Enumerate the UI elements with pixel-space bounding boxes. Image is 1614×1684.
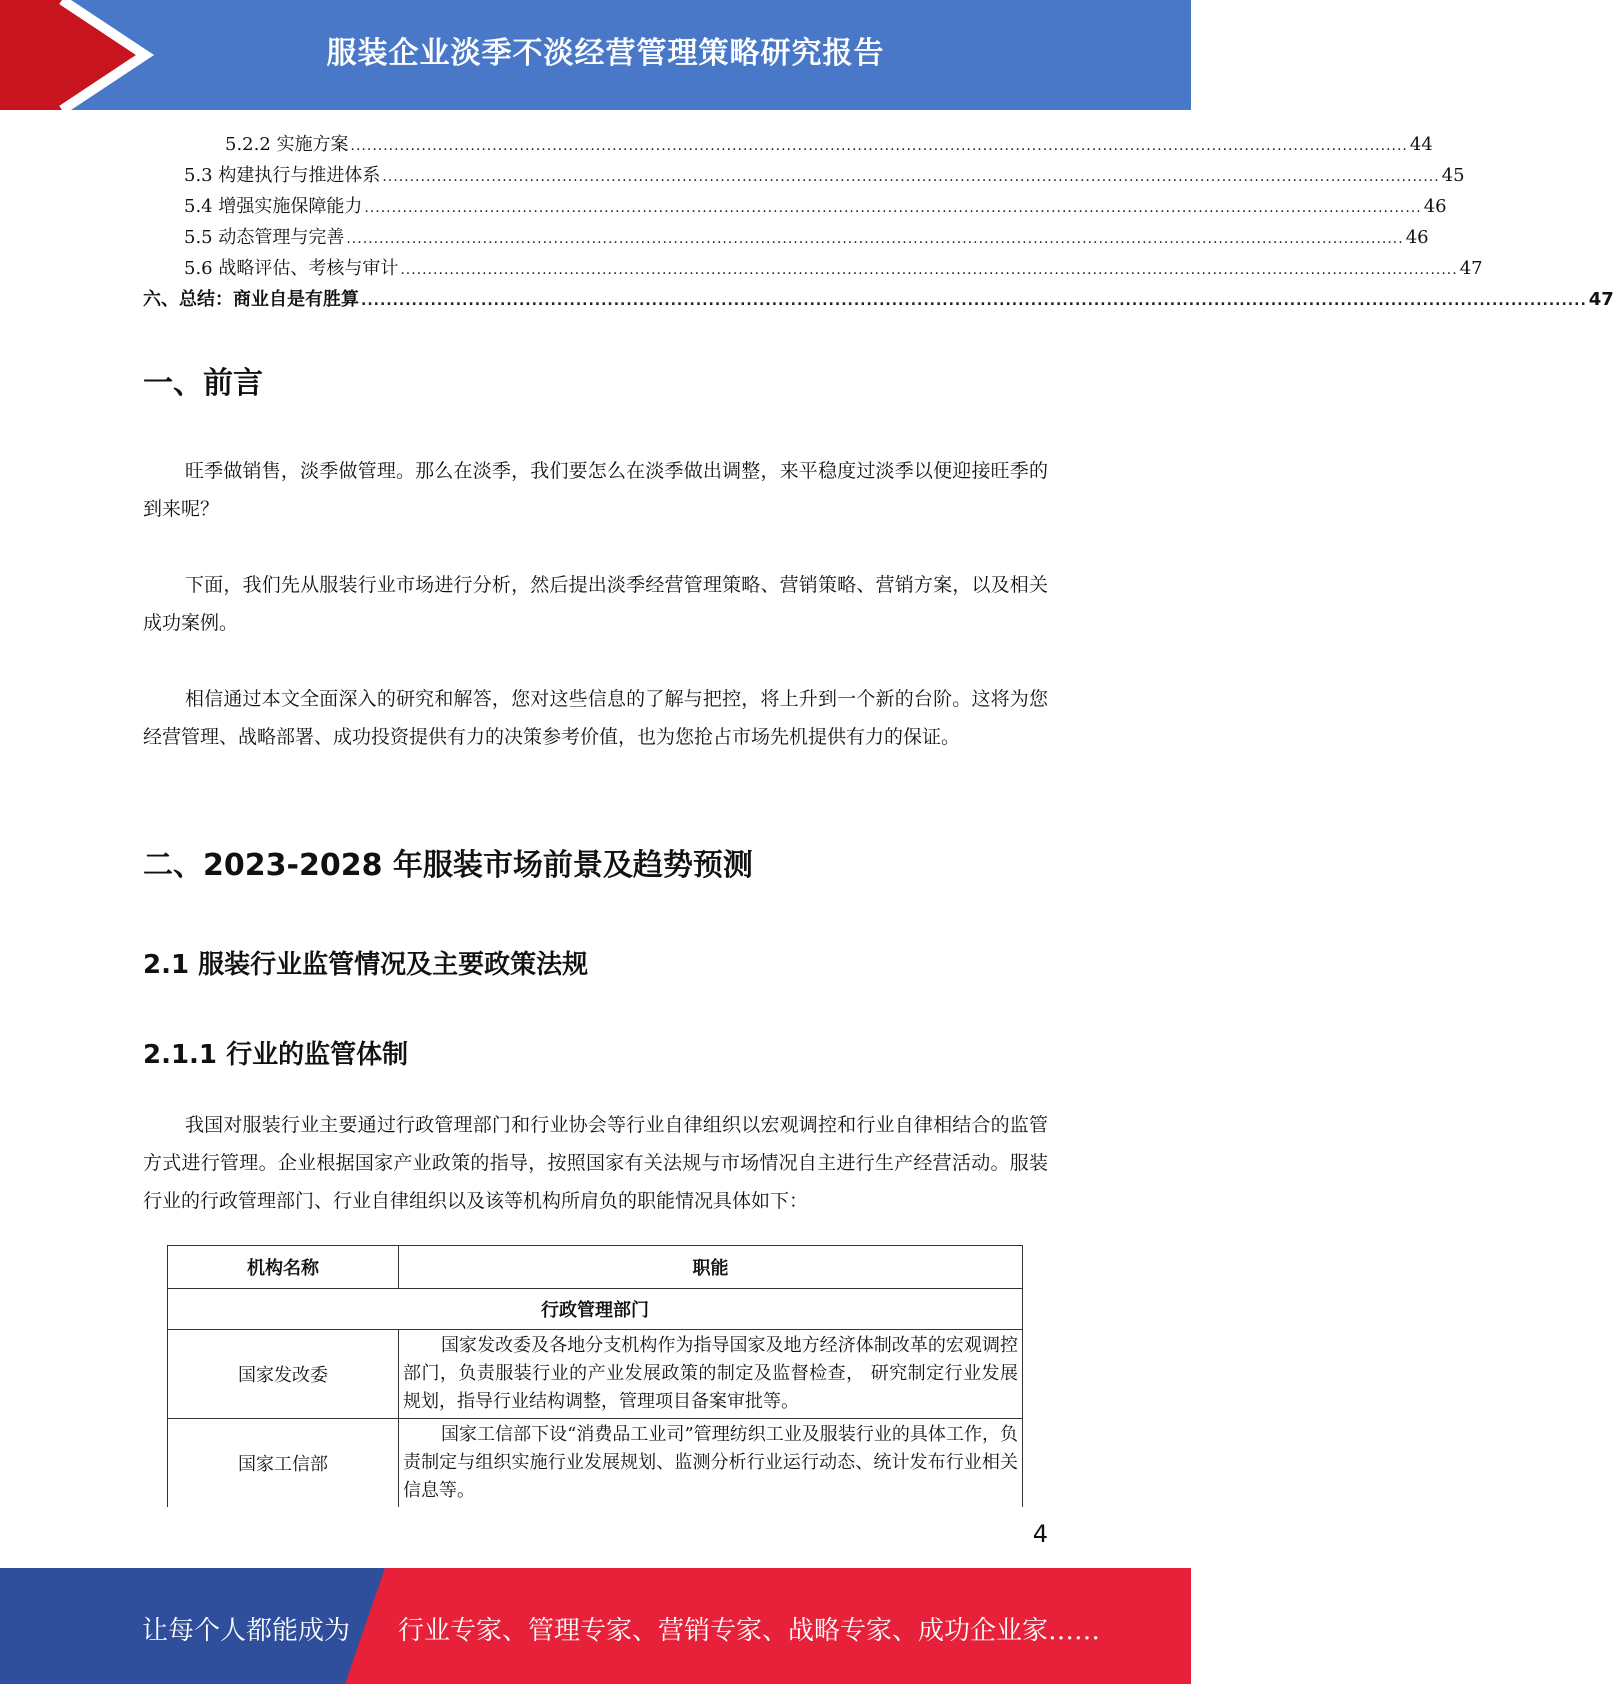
table-section-row [168,1289,1023,1330]
toc-label: 5.4 增强实施保障能力 [184,196,363,217]
toc-page: 44 [1409,134,1433,155]
paragraph: 旺季做销售，淡季做管理。那么在淡季，我们要怎么在淡季做出调整，来平稳度过淡季以便迎接旺季的到来呢？ [143,460,1048,520]
page-footer [0,1568,1191,1684]
agency-name-cell: 国家发改委 [168,1330,399,1419]
subsection-heading: 2.1.1 行业的监管体制 [143,1040,409,1070]
toc-label: 六、总结：商业自是有胜算 [143,289,359,310]
toc-label: 5.2.2 实施方案 [225,134,349,155]
table-of-contents [143,130,1614,316]
section-heading-preface: 一、前言 [143,366,263,401]
toc-leader: .................................................................................................................................................................................................. [350,138,1408,154]
toc-label: 5.3 构建执行与推进体系 [184,165,381,186]
paragraph: 相信通过本文全面深入的研究和解答，您对这些信息的了解与把控，将上升到一个新的台阶。这将为您经营管理、战略部署、成功投资提供有力的决策参考价值，也为您抢占市场先机提供有力的保证。 [143,688,1048,748]
toc-leader: .................................................................................................................................................................................................. [382,169,1440,185]
toc-page: 46 [1423,196,1447,217]
toc-page: 47 [1588,289,1614,310]
column-header: 机构名称 [168,1246,399,1289]
agency-name-cell: 国家工信部 [168,1419,399,1508]
toc-leader: .................................................................................................................................................................................................. [400,262,1458,278]
toc-entry[interactable] [143,192,1447,223]
toc-leader: .................................................................................................................................................................................................. [364,200,1422,216]
section-heading-market-forecast: 二、2023-2028 年服装市场前景及趋势预测 [143,848,753,883]
table-row [168,1330,1023,1419]
agency-duty-cell: 国家工信部下设“消费品工业司”管理纺织工业及服装行业的具体工作，负责制定与组织实施行业发展规划、监测分析行业运行动态、统计发布行业相关信息等。 [399,1419,1023,1508]
toc-entry[interactable] [143,130,1433,161]
toc-page: 45 [1441,165,1465,186]
page-header [0,0,1191,110]
column-header: 职能 [399,1246,1023,1289]
toc-label: 5.5 动态管理与完善 [184,227,345,248]
paragraph: 我国对服装行业主要通过行政管理部门和行业协会等行业自律组织以宏观调控和行业自律相结合的监管方式进行管理。企业根据国家产业政策的指导，按照国家有关法规与市场情况自主进行生产经营活动。服装行业的行政管理部门、行业自律组织以及该等机构所肩负的职能情况具体如下： [143,1114,1048,1212]
section-cell: 行政管理部门 [168,1289,1023,1330]
agency-duty-cell: 国家发改委及各地分支机构作为指导国家及地方经济体制改革的宏观调控部门，负责服装行业的产业发展政策的制定及监督检查， 研究制定行业发展规划，指导行业结构调整，管理项目备案审批等。 [399,1330,1023,1419]
table-row [168,1419,1023,1508]
footer-slogan-left: 让每个人都能成为 [142,1616,351,1646]
footer-slogan-right: 行业专家、管理专家、营销专家、战略专家、成功企业家…… [398,1616,1101,1646]
toc-page: 47 [1459,258,1483,279]
page-number: 4 [1032,1520,1048,1548]
toc-entry[interactable] [143,161,1465,192]
paragraph: 下面，我们先从服装行业市场进行分析，然后提出淡季经营管理策略、营销策略、营销方案，以及相关成功案例。 [143,574,1048,634]
regulatory-bodies-table [167,1245,1023,1507]
toc-leader: .................................................................................................................................................................................................. [361,293,1587,309]
toc-label: 5.6 战略评估、考核与审计 [184,258,399,279]
toc-entry[interactable] [143,285,1614,316]
header-title: 服装企业淡季不淡经营管理策略研究报告 [326,36,885,71]
toc-page: 46 [1405,227,1429,248]
table-header-row [168,1246,1023,1289]
toc-entry[interactable] [143,223,1429,254]
toc-leader: .................................................................................................................................................................................................. [346,231,1404,247]
subsection-heading: 2.1 服装行业监管情况及主要政策法规 [143,950,589,980]
toc-entry[interactable] [143,254,1483,285]
